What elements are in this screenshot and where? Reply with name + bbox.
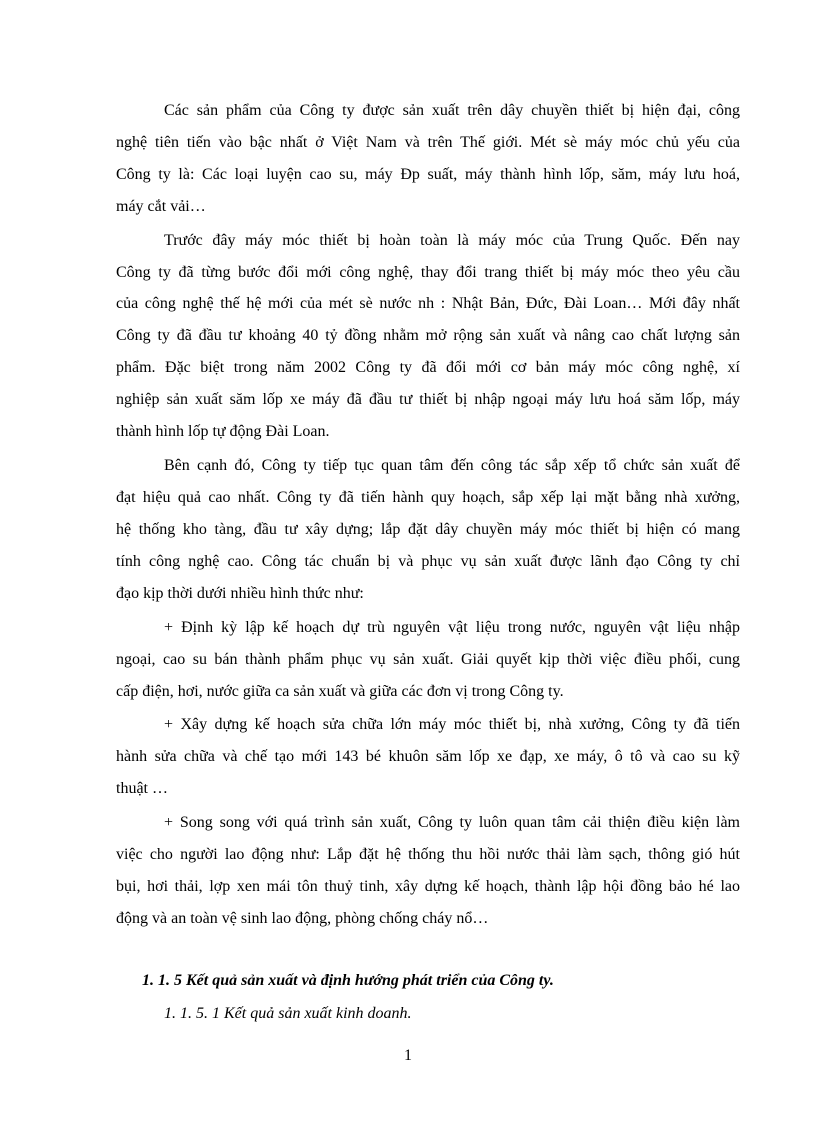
paragraph-2-line-6: nghiệp sản xuất săm lốp xe máy đã đầu tư thiết bị nhập ngoại máy lưu hoá săm lốp, máy: [116, 391, 740, 408]
paragraph-6-line-4: động và an toàn vệ sinh lao động, phòng chống cháy nổ…: [116, 910, 489, 927]
paragraph-1-line-4: máy cắt vải…: [116, 198, 206, 215]
paragraph-6-line-3: bụi, hơi thải, lợp xen mái tôn thuỷ tinh, xây dựng kế hoạch, thành lập hội đồng bảo hé lao: [116, 878, 740, 895]
paragraph-3-line-5: đạo kịp thời dưới nhiều hình thức như:: [116, 585, 364, 602]
subsection-heading: 1. 1. 5. 1 Kết quả sản xuất kinh doanh.: [164, 1005, 412, 1022]
paragraph-4-line-3: cấp điện, hơi, nước giữa ca sản xuất và giữa các đơn vị trong Công ty.: [116, 683, 564, 700]
paragraph-2-line-5: phẩm. Đặc biệt trong năm 2002 Công ty đã đổi mới cơ bản máy móc công nghệ, xí: [116, 359, 740, 376]
paragraph-1-line-1: Các sản phẩm của Công ty được sản xuất trên dây chuyền thiết bị hiện đại, công: [164, 102, 740, 119]
paragraph-5-line-1: + Xây dựng kế hoạch sửa chữa lớn máy móc thiết bị, nhà xưởng, Công ty đã tiến: [164, 716, 740, 733]
paragraph-2-line-4: Công ty đã đầu tư khoảng 40 tỷ đồng nhằm mở rộng sản xuất và nâng cao chất lượng sản: [116, 327, 740, 344]
paragraph-4-line-1: + Định kỳ lập kế hoạch dự trù nguyên vật liệu trong nước, nguyên vật liệu nhập: [164, 619, 740, 636]
paragraph-4-line-2: ngoại, cao su bán thành phẩm phục vụ sản xuất. Giải quyết kịp thời việc điều phối, cung: [116, 651, 740, 668]
paragraph-3-line-2: đạt hiệu quả cao nhất. Công ty đã tiến hành quy hoạch, sắp xếp lại mặt bằng nhà xưởng,: [116, 489, 740, 506]
paragraph-3-line-3: hệ thống kho tàng, đầu tư xây dựng; lắp đặt dây chuyền máy móc thiết bị hiện có mang: [116, 521, 740, 538]
paragraph-2-line-1: Trước đây máy móc thiết bị hoàn toàn là máy móc của Trung Quốc. Đến nay: [164, 232, 740, 249]
paragraph-1-line-2: nghệ tiên tiến vào bậc nhất ở Việt Nam và trên Thế giới. Mét sè máy móc chủ yếu của: [116, 134, 740, 151]
paragraph-3-line-4: tính công nghệ cao. Công tác chuẩn bị và phục vụ sản xuất được lãnh đạo Công ty chỉ: [116, 553, 740, 570]
paragraph-1-line-3: Công ty là: Các loại luyện cao su, máy Ðp suất, máy thành hình lốp, săm, máy lưu hoá,: [116, 166, 740, 183]
paragraph-5-line-2: hành sửa chữa và chế tạo mới 143 bé khuôn săm lốp xe đạp, xe máy, ô tô và cao su kỹ: [116, 748, 740, 765]
paragraph-3-line-1: Bên cạnh đó, Công ty tiếp tục quan tâm đến công tác sắp xếp tổ chức sản xuất để: [164, 457, 740, 474]
paragraph-2-line-3: của công nghệ thế hệ mới của mét sè nước nh : Nhật Bản, Đức, Đài Loan… Mới đây nhất: [116, 295, 740, 312]
paragraph-2-line-7: thành hình lốp tự động Đài Loan.: [116, 423, 330, 440]
page-number: 1: [404, 1047, 412, 1064]
paragraph-6-line-2: việc cho người lao động như: Lắp đặt hệ thống thu hồi nước thải làm sạch, thông gió hút: [116, 846, 740, 863]
paragraph-6-line-1: + Song song với quá trình sản xuất, Công ty luôn quan tâm cải thiện điều kiện làm: [164, 814, 740, 831]
section-heading: 1. 1. 5 Kết quả sản xuất và định hướng phát triển của Công ty.: [142, 972, 554, 989]
paragraph-5-line-3: thuật …: [116, 780, 168, 797]
paragraph-2-line-2: Công ty đã từng bước đổi mới công nghệ, thay đổi trang thiết bị máy móc theo yêu cầu: [116, 264, 740, 281]
